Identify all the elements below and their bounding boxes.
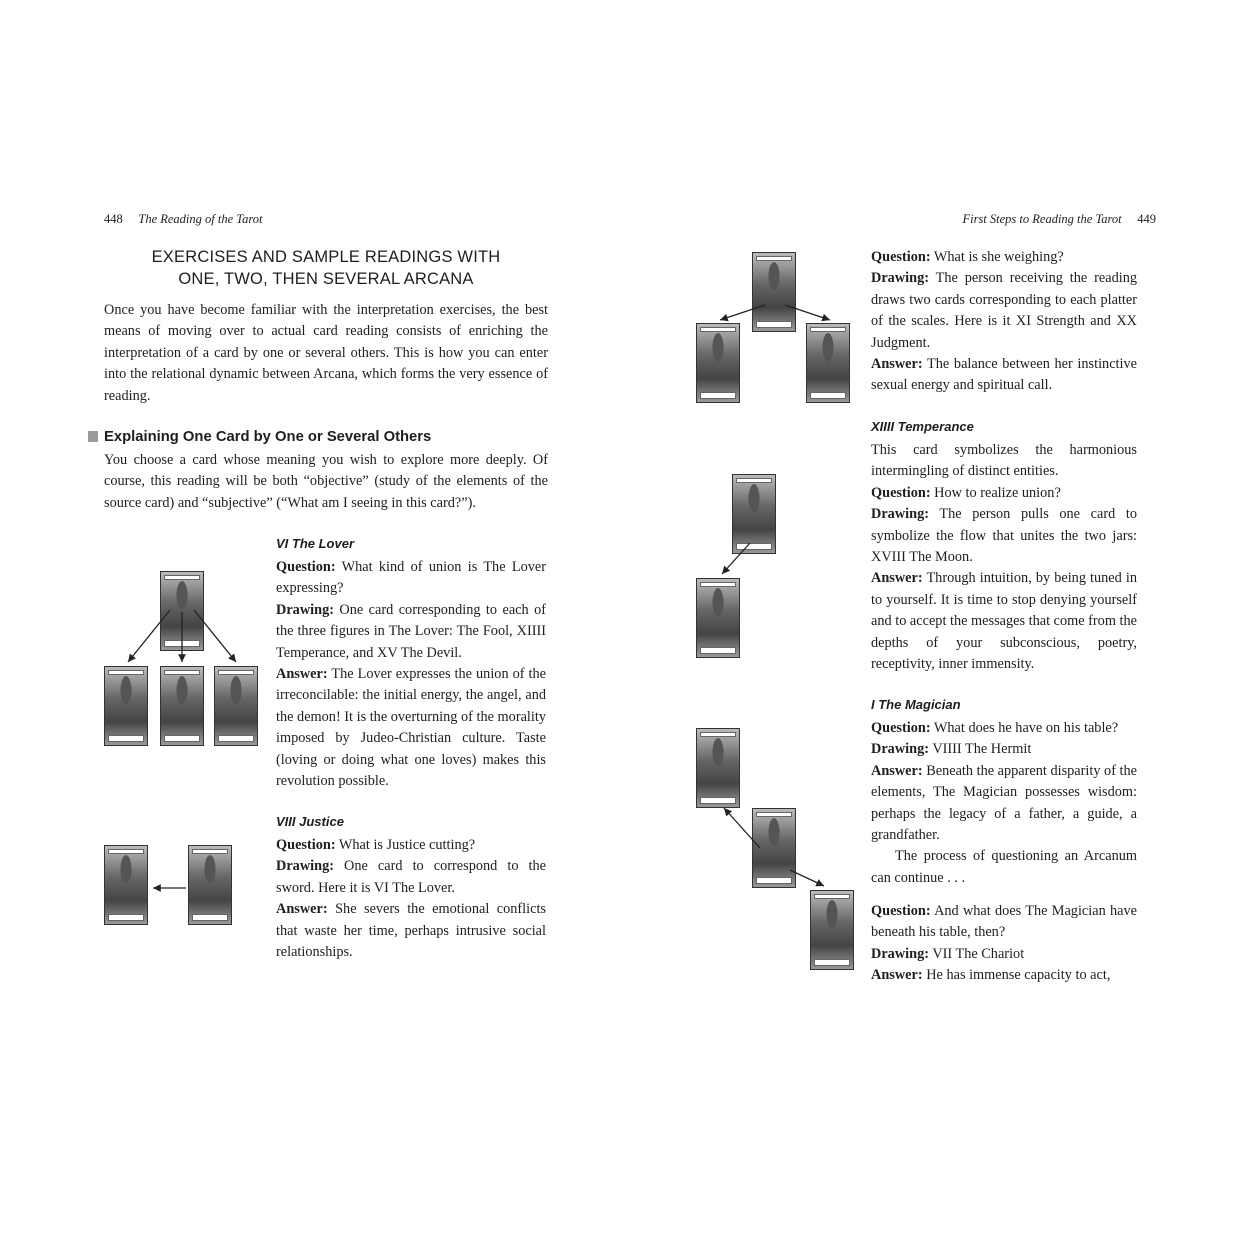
magician-text [871,718,1137,889]
section-heading-text: Explaining One Card by One or Several Others [104,429,432,445]
justice-answer-label: Answer: [276,901,328,918]
lover-answer-label: Answer: [276,666,328,683]
magician-answer2-label: Answer: [871,967,923,984]
magician-text-2 [871,901,1137,987]
magician-heading: I The Magician [871,697,961,712]
justice-cont-answer: The balance between her instinctive sexual energy and spiritual call. [871,356,1137,394]
justice-cont-drawing: The person receiving the reading draws two cards corresponding to each platter of the scales. Here is it XI Strength and XX Judgment. [871,270,1137,351]
magician-drawing2-label: Drawing: [871,945,929,962]
magician-answer-label: Answer: [871,762,923,779]
running-title-left: The Reading of the Tarot [138,212,263,226]
lover-drawing-label: Drawing: [276,601,334,618]
justice-heading: VIII Justice [276,814,344,829]
justice-cont-drawing-label: Drawing: [871,270,929,287]
temperance-text [871,440,1137,675]
card-illustration-justice [188,845,232,925]
chapter-title-line1: EXERCISES AND SAMPLE READINGS WITH [151,248,501,266]
temperance-answer: Through intuition, by being tuned in to yourself. It is time to stop denying yourself and to accept the messages that come from the depths of your subconscious, poetry, receptivity, inner immensity. [871,570,1137,673]
page-number-left: 448 [104,212,123,226]
magician-answer: Beneath the apparent disparity of the elements, The Magician possesses wisdom: perhaps the legacy of a father, a guide, a grandfather. [871,762,1138,844]
magician-question2-label: Question: [871,903,931,919]
justice-cont-question-label: Question: [871,249,931,265]
magician-drawing: VIIII The Hermit [932,741,1032,758]
justice-question-label: Question: [276,837,336,853]
justice-text [276,835,546,963]
temperance-heading: XIIII Temperance [871,419,974,434]
temperance-question-label: Question: [871,484,931,501]
temperance-intro: This card symbolizes the harmonious intermingling of distinct entities. [871,442,1137,480]
justice-drawing: One card to correspond to the sword. Here it is VI The Lover. [276,858,546,896]
lover-question: What kind of union is The Lover expressing? [276,559,546,597]
justice-cont-answer-label: Answer: [871,356,923,373]
lover-question-label: Question: [276,559,336,575]
justice-answer: She severs the emotional conflicts that waste her time, perhaps intrusive social relationships. [276,901,546,961]
lover-drawing: One card corresponding to each of the three figures in The Lover: The Fool, XIIII Temperance, and XV The Devil. [276,601,546,661]
page-number-right: 449 [1137,212,1156,226]
magician-answer2: He has immense capacity to act, [926,967,1111,984]
magician-question: What does he have on his table? [933,720,1119,736]
running-title-right: First Steps to Reading the Tarot [962,212,1122,226]
justice-cont-text [871,247,1137,397]
temperance-drawing-label: Drawing: [871,506,929,523]
lover-heading: VI The Lover [276,536,355,551]
lover-answer: The Lover expresses the union of the irreconcilable: the initial energy, the angel, and the demon! It is the overturning of the morality imposed by Judeo-Christian culture. Taste (loving or doing what one loves) makes this revolution possible. [276,666,546,790]
temperance-answer-label: Answer: [871,570,923,587]
justice-question: What is Justice cutting? [338,837,476,853]
temperance-question: How to realize union? [934,484,1061,501]
magician-continuation: The process of questioning an Arcanum can continue . . . [871,848,1137,886]
right-page [620,0,1240,1240]
magician-drawing2: VII The Chariot [932,945,1025,962]
lover-text [276,557,546,792]
temperance-drawing: The person pulls one card to symbolize the flow that unites the two jars: XVIII The Moon. [871,506,1137,566]
intro-paragraph: Once you have become familiar with the interpretation exercises, the best means of moving over to actual card reading consists of enriching the interpretation of a card by one or several others. This is how you can enter into the relational dynamic between Arcana, which forms the very essence of reading. [104,302,548,404]
magician-question-label: Question: [871,720,931,736]
section-paragraph: You choose a card whose meaning you wish to explore more deeply. Of course, this reading will be both “objective” (study of the elements of the source card) and “subjective” (“What am I seeing in this card?”). [104,452,548,511]
magician-drawing-label: Drawing: [871,741,929,758]
chapter-title-line2: ONE, TWO, THEN SEVERAL ARCANA [178,270,474,288]
justice-cont-question: What is she weighing? [933,249,1064,265]
magician-question2: And what does The Magician have beneath his table, then? [871,903,1137,941]
card-illustration-lover-small [104,845,148,925]
justice-drawing-label: Drawing: [276,858,334,875]
